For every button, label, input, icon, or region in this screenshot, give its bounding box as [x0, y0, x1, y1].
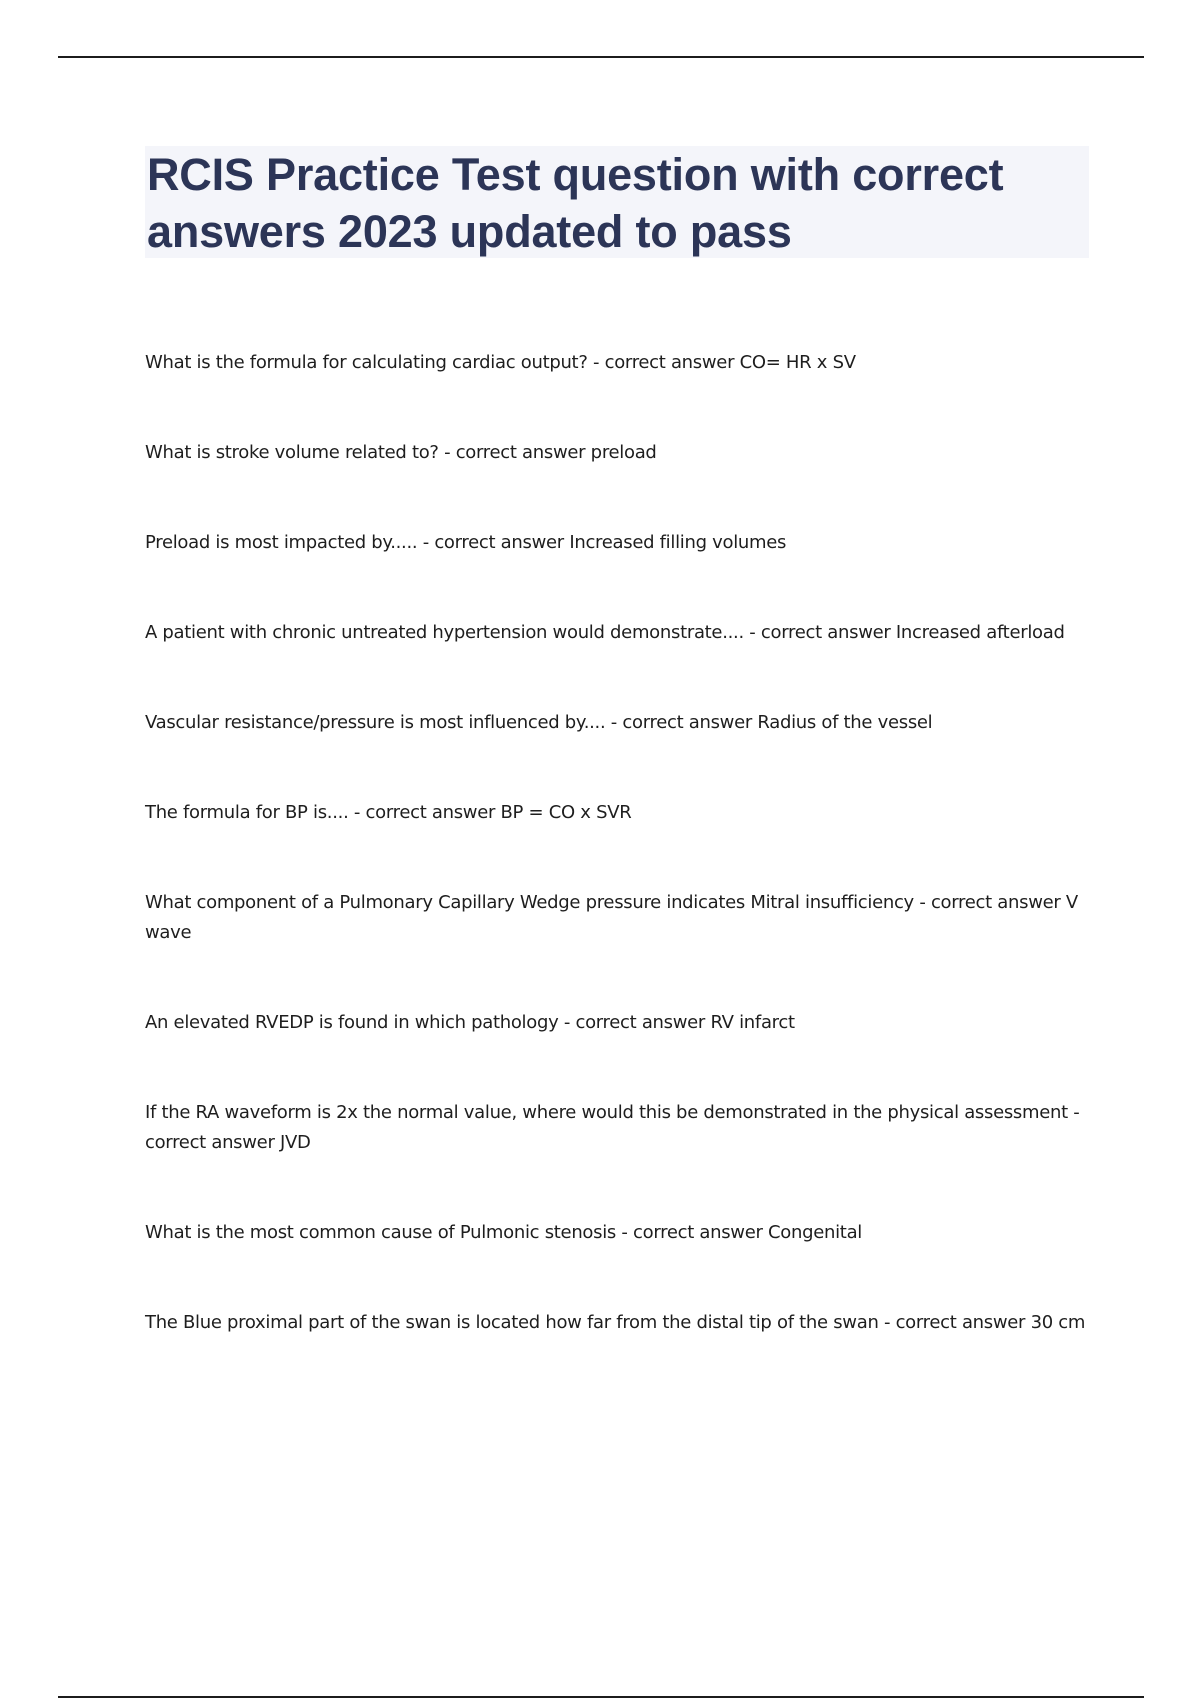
qa-item: If the RA waveform is 2x the normal value, where would this be demonstrated in the physical assessment - correct answer JVD	[145, 1102, 1080, 1153]
bottom-rule	[58, 1696, 1144, 1698]
qa-item: Vascular resistance/pressure is most influenced by.... - correct answer Radius of the vessel	[145, 712, 933, 733]
qa-item: What is the formula for calculating cardiac output? - correct answer CO= HR x SV	[145, 352, 856, 373]
title-block	[145, 146, 1089, 258]
qa-item: A patient with chronic untreated hypertension would demonstrate.... - correct answer Increased afterload	[145, 622, 1065, 643]
qa-item: What is stroke volume related to? - correct answer preload	[145, 442, 657, 463]
qa-item: The formula for BP is.... - correct answer BP = CO x SVR	[145, 802, 632, 823]
qa-item: What is the most common cause of Pulmonic stenosis - correct answer Congenital	[145, 1222, 863, 1243]
qa-item: What component of a Pulmonary Capillary Wedge pressure indicates Mitral insufficiency - correct answer V wave	[145, 892, 1078, 943]
qa-item: An elevated RVEDP is found in which pathology - correct answer RV infarct	[145, 1012, 795, 1033]
qa-item: Preload is most impacted by..... - correct answer Increased filling volumes	[145, 532, 787, 553]
qa-item: The Blue proximal part of the swan is located how far from the distal tip of the swan - correct answer 30 cm	[145, 1312, 1086, 1333]
top-rule	[58, 56, 1144, 58]
document-title: RCIS Practice Test question with correct answers 2023 updated to pass	[147, 149, 1004, 257]
qa-list	[145, 348, 1095, 1398]
